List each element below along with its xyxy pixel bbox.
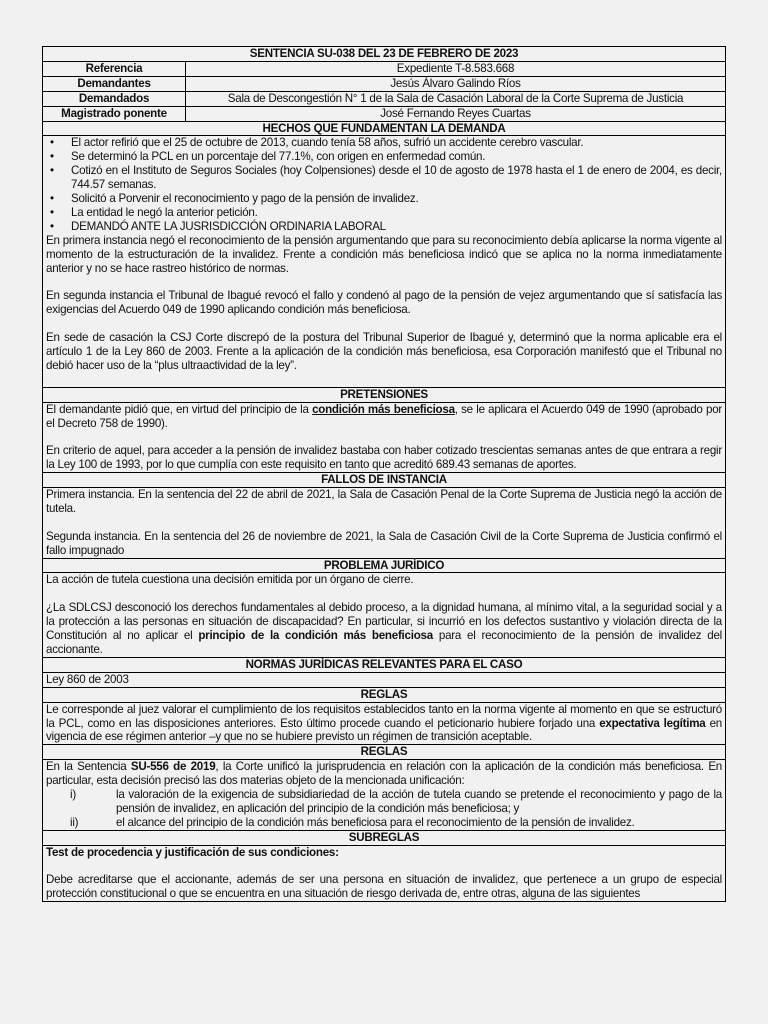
section-body-hechos [43, 136, 726, 387]
list-text: el alcance del principio de la condición más beneficiosa para el reconocimiento de la pensión de invalidez. [116, 815, 635, 829]
list-text: la valoración de la exigencia de subsidiariedad de la acción de tutela cuando se pretende el reconocimiento y pago de la pensión de invalidez, en aplicación del principio de la condición más beneficiosa; y [116, 788, 722, 815]
section-body-normas [43, 672, 726, 687]
info-label: Magistrado ponente [43, 106, 186, 121]
paragraph: Debe acreditarse que el accionante, además de ser una persona en situación de invalidez, que pertenece a un grupo de especial protección constitucional o que se encuentra en una situación de riesgo derivada de, entre otras, alguna de las siguientes [46, 873, 722, 901]
hechos-bullet-list [46, 136, 722, 233]
paragraph: En sede de casación la CSJ Corte discrepó de la postura del Tribunal Superior de Ibagué y, determinó que la norma aplicable era el artículo 1 de la Ley 860 de 2003. Frente a la aplicación de la condición más beneficiosa, esa Corporación manifestó que el Tribunal no debió hacer uso de la “plus ultraactividad de la ley”. [46, 331, 722, 372]
section-heading-fallos: FALLOS DE INSTANCIA [43, 473, 726, 488]
info-value: Expediente T-8.583.668 [186, 61, 726, 76]
paragraph: El demandante pidió que, en virtud del principio de la condición más beneficiosa, se le aplicara el Acuerdo 049 de 1990 (aprobado por el Decreto 758 de 1990). [46, 402, 723, 430]
emphasis: principio de la condición más beneficiosa [198, 629, 433, 643]
bullet-icon: • [50, 219, 54, 233]
blank-line [46, 373, 722, 387]
paragraph: Segunda instancia. En la sentencia del 26 de noviembre de 2021, la Sala de Casación Civil de la Corte Suprema de Justicia confirmó el fallo impugnado [46, 529, 722, 557]
section-body-problema [43, 573, 726, 657]
subsection-title: Test de procedencia y justificación de sus condiciones: [46, 845, 339, 859]
section-body-reglas [43, 702, 726, 745]
list-item [46, 788, 722, 816]
info-value: Sala de Descongestión N° 1 de la Sala de Casación Laboral de la Corte Suprema de Justicia [186, 91, 726, 106]
bullet-icon: • [50, 136, 54, 150]
section-body-subreglas [43, 845, 726, 902]
info-row-magistrado [43, 106, 726, 121]
emphasis: SU-556 de 2019 [130, 760, 216, 774]
list-item: • Se determinó la PCL en un porcentaje del 77.1%, con origen en enfermedad común. [50, 150, 486, 164]
info-label: Referencia [43, 61, 186, 76]
document-title: SENTENCIA SU-038 DEL 23 DE FEBRERO DE 2023 [43, 47, 726, 62]
section-body-fallos [43, 488, 726, 559]
section-body-reglas-2 [43, 760, 726, 831]
list-item: • Solicitó a Porvenir el reconocimiento y pago de la pensión de invalidez. [50, 192, 419, 206]
emphasis: expectativa legítima [599, 716, 706, 730]
bullet-icon: • [50, 164, 54, 178]
paragraph: En segunda instancia el Tribunal de Ibagué revocó el fallo y condenó al pago de la pensión de vejez argumentando que sí satisfacía las exigencias del Acuerdo 049 de 1990 aplicando condición más beneficiosa. [46, 289, 722, 317]
paragraph: ¿La SDLCSJ desconoció los derechos fundamentales al debido proceso, a la dignidad humana, al mínimo vital, a la seguridad social y a la protección a las personas en situación de discapacidad? En particular, si incurrió en los defectos sustantivo y violación directa de la Constitución al no aplicar el principio de la condición más beneficiosa para el reconocimiento de la pensión de invalidez del accionante. [46, 601, 722, 656]
paragraph: En la Sentencia SU-556 de 2019, la Corte unificó la jurisprudencia en relación con la aplicación de la condición más beneficiosa. En particular, esta decisión precisó las dos materias objeto de la mencionada unificación: [46, 760, 723, 788]
section-heading-pretensiones: PRETENSIONES [43, 387, 726, 402]
info-label: Demandados [43, 91, 186, 106]
paragraph: La acción de tutela cuestiona una decisión emitida por un órgano de cierre. [46, 573, 414, 587]
list-item [46, 816, 722, 830]
list-item: • DEMANDÓ ANTE LA JUSRISDICCIÓN ORDINARIA LABORAL [50, 219, 386, 233]
info-label: Demandantes [43, 76, 186, 91]
emphasis: condición más beneficiosa [312, 402, 455, 416]
bullet-icon: • [50, 205, 54, 219]
list-item: • Cotizó en el Instituto de Seguros Sociales (hoy Colpensiones) desde el 10 de agosto de 1978 hasta el 1 de enero de 2004, es decir, 744.57 semanas. [50, 164, 722, 192]
section-body-pretensiones [43, 402, 726, 473]
list-number: i) [70, 788, 76, 802]
section-heading-normas: NORMAS JURÍDICAS RELEVANTES PARA EL CASO [43, 657, 726, 672]
section-heading-reglas: REGLAS [43, 687, 726, 702]
bullet-icon: • [50, 150, 54, 164]
info-row-demandados [43, 91, 726, 106]
section-heading-problema: PROBLEMA JURÍDICO [43, 558, 726, 573]
section-heading-reglas-2: REGLAS [43, 745, 726, 760]
paragraph: En criterio de aquel, para acceder a la pensión de invalidez bastaba con haber cotizado trescientas semanas antes de que entrara a regir la Ley 100 de 1993, por lo que cumplía con este requisito en tanto que acreditó 689.43 semanas de aportes. [46, 444, 722, 472]
paragraph: En primera instancia negó el reconocimiento de la pensión argumentando que para su reconocimiento debía aplicarse la norma vigente al momento de la estructuración de la invalidez. Frente a condición más beneficiosa indicó que se aplica no la norma inmediatamente anterior y no se hace rastreo histórico de normas. [46, 233, 722, 275]
paragraph: Primera instancia. En la sentencia del 22 de abril de 2021, la Sala de Casación Penal de la Corte Suprema de Justicia negó la acción de tutela. [46, 488, 722, 515]
info-row-demandantes [43, 76, 726, 91]
list-item: • El actor refirió que el 25 de octubre de 2013, cuando tenía 58 años, sufrió un accidente cerebro vascular. [50, 136, 584, 150]
sentencia-table [42, 46, 726, 902]
list-number: ii) [70, 815, 79, 829]
bullet-icon: • [50, 192, 54, 206]
section-heading-subreglas: SUBREGLAS [43, 830, 726, 845]
list-item: • La entidad le negó la anterior petición. [50, 205, 258, 219]
info-value: José Fernando Reyes Cuartas [186, 106, 726, 121]
info-row-referencia [43, 61, 726, 76]
info-value: Jesús Álvaro Galindo Ríos [186, 76, 726, 91]
section-heading-hechos: HECHOS QUE FUNDAMENTAN LA DEMANDA [43, 121, 726, 136]
paragraph: Le corresponde al juez valorar el cumplimiento de los requisitos establecidos tanto en la norma vigente al momento en que se estructuró la PCL, como en las disposiciones anteriores. Esto último procede cuando el peticionario hubiere forjado una expectativa legítima en vigencia de ese régimen anterior –y que no se hubiere previsto un régimen de transición aceptable. [46, 702, 722, 744]
paragraph: Ley 860 de 2003 [46, 672, 129, 686]
